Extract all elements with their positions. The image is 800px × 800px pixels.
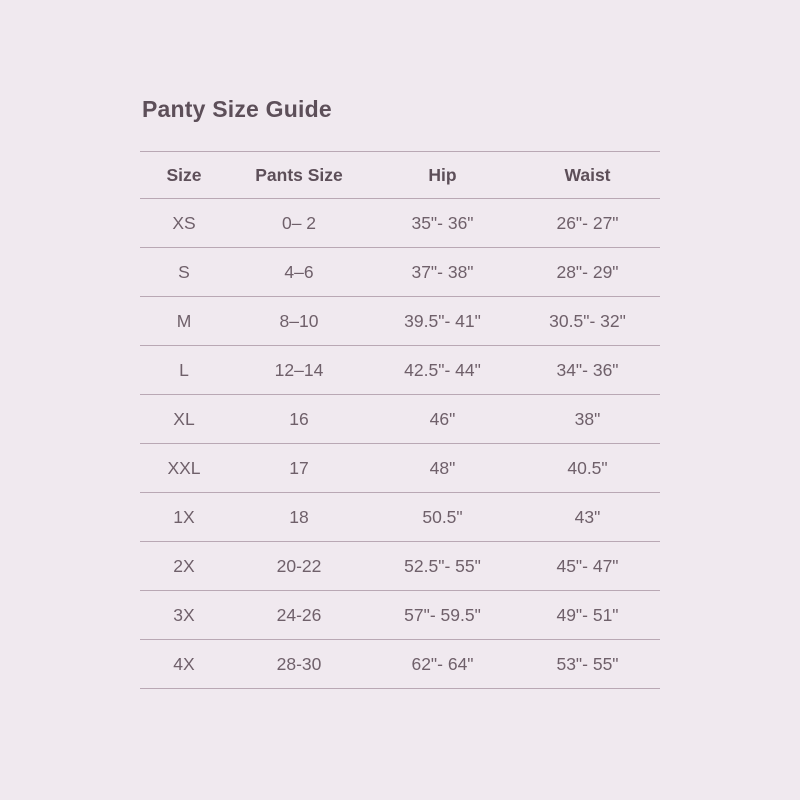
table-row xyxy=(140,640,660,689)
column-header-hip: Hip xyxy=(370,152,515,199)
cell-hip: 37"- 38" xyxy=(370,248,515,297)
table-row xyxy=(140,493,660,542)
cell-hip: 46" xyxy=(370,395,515,444)
cell-pants-size: 17 xyxy=(228,444,370,493)
cell-pants-size: 16 xyxy=(228,395,370,444)
cell-waist: 34"- 36" xyxy=(515,346,660,395)
cell-size: 3X xyxy=(140,591,228,640)
cell-pants-size: 12–14 xyxy=(228,346,370,395)
table-row xyxy=(140,248,660,297)
column-header-waist: Waist xyxy=(515,152,660,199)
table-header-row xyxy=(140,152,660,199)
table-row xyxy=(140,297,660,346)
table-row xyxy=(140,346,660,395)
cell-size: XS xyxy=(140,199,228,248)
cell-hip: 35"- 36" xyxy=(370,199,515,248)
cell-waist: 26"- 27" xyxy=(515,199,660,248)
cell-hip: 42.5"- 44" xyxy=(370,346,515,395)
table-body xyxy=(140,199,660,689)
cell-hip: 50.5" xyxy=(370,493,515,542)
cell-waist: 53"- 55" xyxy=(515,640,660,689)
cell-size: XXL xyxy=(140,444,228,493)
column-header-size: Size xyxy=(140,152,228,199)
cell-waist: 45"- 47" xyxy=(515,542,660,591)
cell-size: M xyxy=(140,297,228,346)
cell-size: 2X xyxy=(140,542,228,591)
table-header xyxy=(140,152,660,199)
cell-size: XL xyxy=(140,395,228,444)
table-row xyxy=(140,444,660,493)
cell-size: L xyxy=(140,346,228,395)
table-row xyxy=(140,591,660,640)
cell-hip: 48" xyxy=(370,444,515,493)
cell-waist: 43" xyxy=(515,493,660,542)
cell-waist: 40.5" xyxy=(515,444,660,493)
cell-pants-size: 20-22 xyxy=(228,542,370,591)
column-header-pants-size: Pants Size xyxy=(228,152,370,199)
page-title: Panty Size Guide xyxy=(142,96,332,122)
cell-hip: 39.5"- 41" xyxy=(370,297,515,346)
cell-size: S xyxy=(140,248,228,297)
table-row xyxy=(140,199,660,248)
cell-hip: 52.5"- 55" xyxy=(370,542,515,591)
size-guide-card xyxy=(140,96,660,689)
cell-hip: 62"- 64" xyxy=(370,640,515,689)
cell-pants-size: 24-26 xyxy=(228,591,370,640)
cell-pants-size: 8–10 xyxy=(228,297,370,346)
cell-pants-size: 4–6 xyxy=(228,248,370,297)
cell-hip: 57"- 59.5" xyxy=(370,591,515,640)
cell-waist: 49"- 51" xyxy=(515,591,660,640)
size-chart-table xyxy=(140,151,660,689)
cell-size: 4X xyxy=(140,640,228,689)
table-row xyxy=(140,395,660,444)
table-row xyxy=(140,542,660,591)
cell-waist: 30.5"- 32" xyxy=(515,297,660,346)
cell-waist: 28"- 29" xyxy=(515,248,660,297)
cell-pants-size: 28-30 xyxy=(228,640,370,689)
cell-size: 1X xyxy=(140,493,228,542)
cell-pants-size: 18 xyxy=(228,493,370,542)
cell-waist: 38" xyxy=(515,395,660,444)
cell-pants-size: 0– 2 xyxy=(228,199,370,248)
